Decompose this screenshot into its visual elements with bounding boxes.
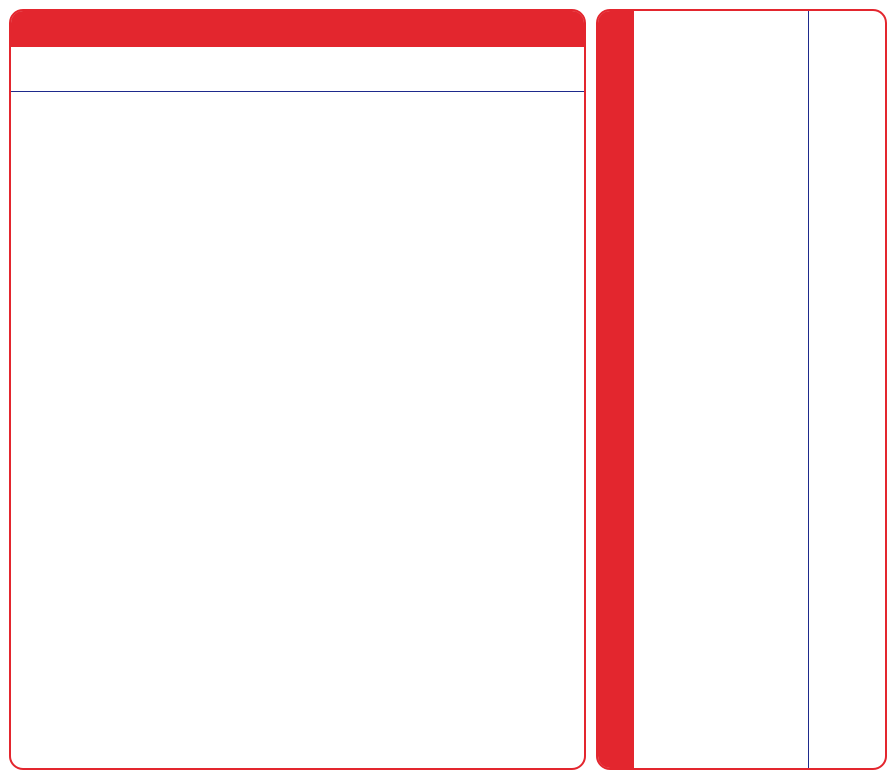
nutrition-facts-panel <box>9 9 586 770</box>
ingredients-panel <box>596 9 887 770</box>
table-header-row <box>23 98 576 118</box>
portion-info <box>11 47 584 92</box>
nutrition-title <box>11 11 584 47</box>
ingredients-divider <box>808 11 809 768</box>
ingredients-title-bar <box>598 11 634 768</box>
